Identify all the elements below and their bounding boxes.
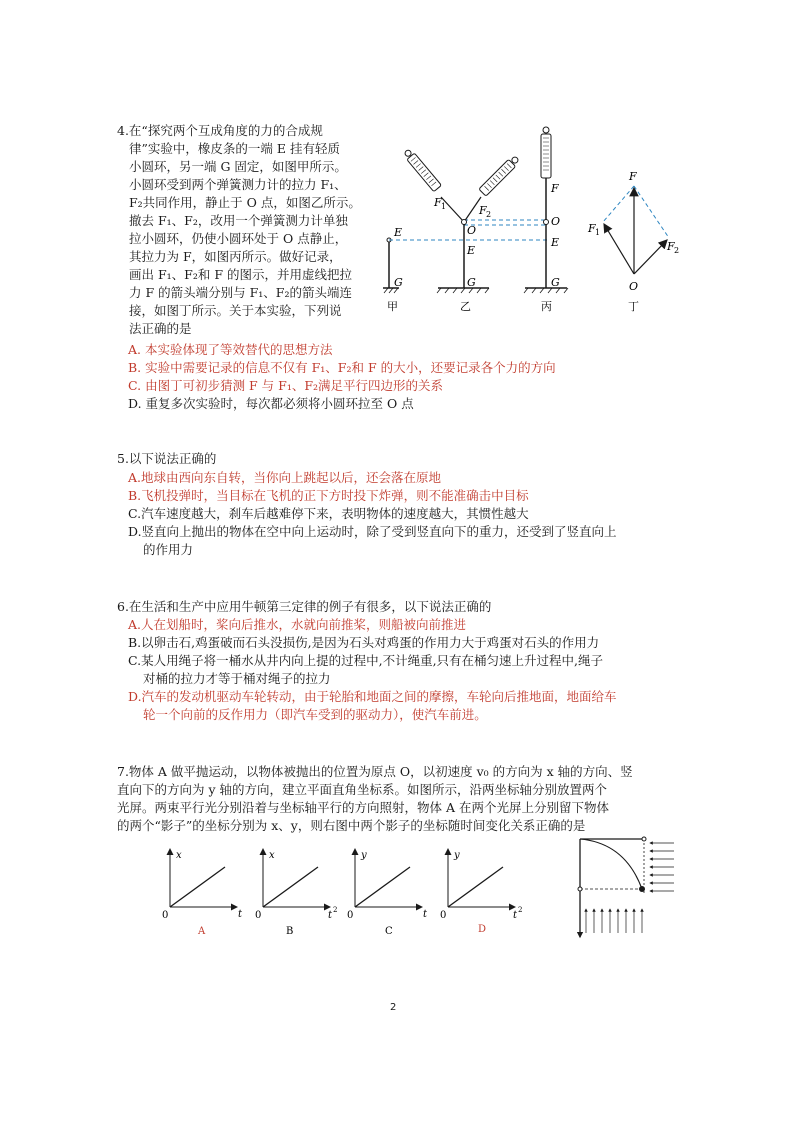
q5-option-b[interactable]: B.飞机投弹时，当目标在飞机的正下方时投下炸弹，则不能准确击中目标 [128,488,529,503]
label-F2-sub: 2 [674,246,680,255]
graph-c[interactable] [347,849,428,937]
q5-option-d[interactable]: D.竖直向上抛出的物体在空中向上运动时，除了受到竖直向下的重力，还受到了竖直向上 [128,524,617,539]
page-number: 2 [390,1002,397,1013]
label-E: E [394,226,403,239]
label-O: O [467,224,477,237]
q6-option-a[interactable]: A.人在划船时，桨向后推水，水就向前推桨，则船被向前推进 [128,617,467,632]
q4-option-d[interactable]: D. 重复多次实验时，每次都必须将小圆环拉至 O 点 [128,396,414,411]
q4-figure [383,122,703,322]
q6-option-d-cont: 轮一个向前的反作用力（即汽车受到的驱动力），使汽车前进。 [143,707,487,722]
q7-projectile-figure [570,833,680,943]
graph-c-yaxis: y [361,850,367,861]
q6-option-c-cont: 对桶的拉力才等于桶对绳子的拉力 [143,671,331,686]
label-G: G [394,276,403,289]
q4-stem-line: 法正确的是 [129,321,192,336]
label-E: E [467,244,476,257]
q4-option-a[interactable]: A. 本实验体现了等效替代的思想方法 [128,342,333,357]
q4-option-c[interactable]: C. 由图丁可初步猜测 F 与 F₁、F₂满足平行四边形的关系 [128,378,444,393]
label-F1-sub: 1 [441,202,447,211]
graph-a-origin: 0 [162,910,169,921]
q4-stem-line: 撤去 F₁、F₂，改用一个弹簧测力计单独 [129,213,348,228]
label-ding: 丁 [628,300,639,313]
q5-stem: 5.以下说法正确的 [117,451,217,466]
q5-option-a[interactable]: A.地球由西向东自转，当你向上跳起以后，还会落在原地 [128,470,442,485]
graph-c-origin: 0 [347,910,354,921]
q4-option-b[interactable]: B. 实验中需要记录的信息不仅有 F₁、F₂和 F 的大小，还要记录各个力的方向 [128,360,556,375]
graph-d-origin: 0 [440,910,447,921]
graph-d[interactable] [440,849,522,935]
q7-stem [117,763,697,835]
q4-stem-line: F₂共同作用，静止于 O 点，如图乙所示。 [129,195,361,210]
graph-b-xaxis: t [328,910,333,921]
label-F2-sub: 2 [486,210,492,219]
label-F: F [629,170,637,183]
label-bing: 丙 [541,300,552,313]
label-O: O [551,215,561,228]
label-E: E [551,236,560,249]
graph-b-letter: B [286,926,294,937]
label-G: G [551,276,560,289]
q4-stem-line: 其拉力为 F，如图丙所示。做好记录， [129,249,342,264]
label-F: F [551,182,559,195]
graph-d-letter: D [478,924,487,935]
q4-stem-line: 律”实验中，橡皮条的一端 E 挂有轻质 [129,141,340,156]
q6-stem: 6.在生活和生产中应用牛顿第三定律的例子有很多，以下说法正确的 [117,599,492,614]
label-jia: 甲 [387,300,398,313]
label-F1: F [434,196,442,209]
label-F2: F [667,240,675,253]
graph-a[interactable] [162,849,243,937]
q6-option-c[interactable]: C.某人用绳子将一桶水从井内向上提的过程中,不计绳重,只有在桶匀速上升过程中,绳子 [128,653,604,668]
graph-c-xaxis: t [423,909,428,920]
label-F1: F [588,222,596,235]
label-G: G [467,276,476,289]
graph-b-sup: 2 [333,906,338,914]
label-O: O [629,280,639,293]
q4-stem-line: 画出 F₁、F₂和 F 的图示，并用虚线把拉 [129,267,352,282]
q7-stem-line: 直向下的方向为 y 轴的方向，建立平面直角坐标系。如图所示，沿两坐标轴分别放置两个 [117,782,608,797]
q4-stem-line: 拉小圆环，仍使小圆环处于 O 点静止， [129,231,348,246]
graph-b-yaxis: x [269,850,275,861]
graph-d-yaxis: y [454,850,460,861]
graph-d-sup: 2 [518,906,523,914]
q7-stem-line: 的两个“影子”的坐标分别为 x、y，则右图中两个影子的坐标随时间变化关系正确的是 [117,818,586,833]
figure-yi [402,148,520,313]
q7-graphs [155,845,535,940]
q4-stem-line: 力 F 的箭头端分别与 F₁、F₂的箭头端连 [129,285,352,300]
q5-option-d-cont: 的作用力 [143,542,194,557]
graph-a-xaxis: t [238,909,243,920]
q4-stem-line: 小圆环，另一端 G 固定，如图甲所示。 [129,159,347,174]
q4-stem-line: 4.在“探究两个互成角度的力的合成规 [117,123,323,138]
q5-option-c[interactable]: C.汽车速度越大，刹车后越难停下来，表明物体的速度越大，其惯性越大 [128,506,529,521]
graph-b-origin: 0 [255,910,262,921]
q4-stem [117,122,379,338]
figure-ding [587,170,679,313]
q6-option-d[interactable]: D.汽车的发动机驱动车轮转动，由于轮胎和地面之间的摩擦，车轮向后推地面，地面给车 [128,689,617,704]
label-yi: 乙 [460,300,471,313]
graph-d-xaxis: t [513,910,518,921]
graph-b[interactable] [255,849,337,937]
label-F2: F [479,204,487,217]
q7-stem-line: 7.物体 A 做平抛运动，以物体被抛出的位置为原点 O，以初速度 v₀ 的方向为 x 轴的方向、竖 [117,764,633,779]
label-F1-sub: 1 [595,228,601,237]
q4-stem-line: 小圆环受到两个弹簧测力计的拉力 F₁、 [129,177,347,192]
graph-a-letter: A [198,926,206,937]
graph-c-letter: C [385,926,393,937]
q6-option-b[interactable]: B.以卵击石,鸡蛋破而石头没损伤,是因为石头对鸡蛋的作用力大于鸡蛋对石头的作用力 [128,635,600,650]
q4-stem-line: 接，如图丁所示。关于本实验，下列说 [129,303,342,318]
q7-stem-line: 光屏。两束平行光分别沿着与坐标轴平行的方向照射，物体 A 在两个光屏上分别留下物体 [117,800,609,815]
figure-jia [383,226,403,313]
graph-a-yaxis: x [176,850,182,861]
